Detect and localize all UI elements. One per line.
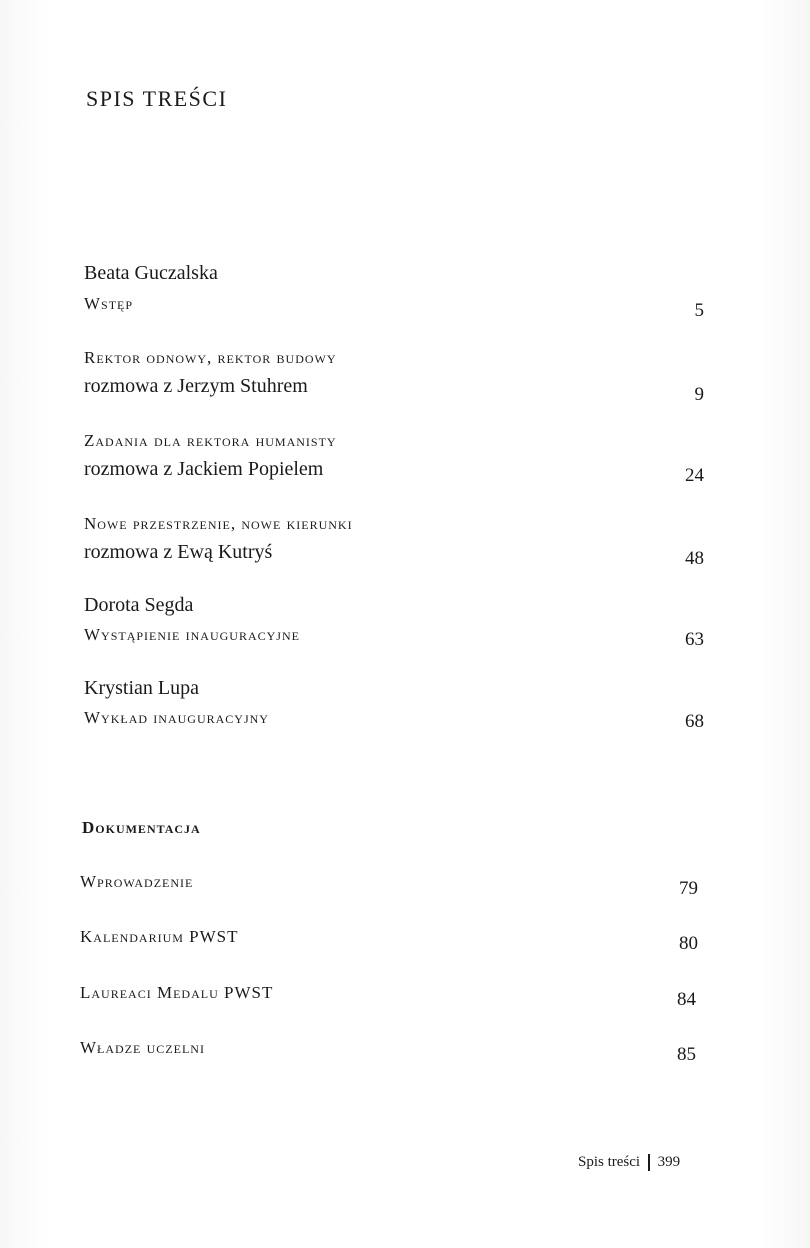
entry-title: Wstęp — [84, 294, 134, 313]
toc-entry — [84, 594, 704, 654]
entry-page-number: 84 — [677, 989, 696, 1010]
entry-page-number: 80 — [679, 933, 698, 954]
toc-entry — [80, 1038, 700, 1072]
entry-subtitle: rozmowa z Jackiem Popielem — [84, 458, 324, 480]
page-title: SPIS TREŚCI — [86, 86, 228, 111]
toc-entry — [80, 927, 700, 961]
entry-page-number: 5 — [694, 300, 704, 321]
entry-page-number: 63 — [685, 629, 704, 650]
toc-entry — [84, 677, 704, 737]
entry-title: Kalendarium PWST — [80, 927, 239, 946]
entry-title: Laureaci Medalu PWST — [80, 983, 274, 1002]
entry-title: Rektor odnowy, rektor budowy — [84, 348, 337, 367]
entry-title: Wystąpienie inauguracyjne — [84, 625, 300, 644]
folio-page-number: 399 — [657, 1154, 681, 1170]
page-footer — [578, 1154, 680, 1171]
toc-entry — [84, 431, 704, 491]
toc-entry — [84, 514, 704, 574]
section-heading-documentation: Dokumentacja — [82, 818, 201, 837]
footer-separator — [648, 1154, 650, 1171]
entry-page-number: 24 — [685, 465, 704, 486]
entry-title: Zadania dla rektora humanisty — [84, 431, 337, 450]
entry-author: Krystian Lupa — [84, 677, 199, 699]
entry-page-number: 9 — [694, 384, 704, 405]
entry-subtitle: rozmowa z Ewą Kutryś — [84, 541, 273, 563]
toc-entry — [84, 262, 704, 322]
entry-page-number: 48 — [685, 548, 704, 569]
running-head: Spis treści — [578, 1154, 641, 1170]
entry-author: Beata Guczalska — [84, 262, 218, 284]
entry-title: Nowe przestrzenie, nowe kierunki — [84, 514, 353, 533]
entry-page-number: 68 — [685, 711, 704, 732]
entry-page-number: 85 — [677, 1044, 696, 1065]
entry-title: Wykład inauguracyjny — [84, 708, 269, 727]
toc-entry — [80, 872, 700, 906]
toc-entry — [80, 983, 700, 1017]
entry-page-number: 79 — [679, 878, 698, 899]
entry-author: Dorota Segda — [84, 594, 194, 616]
entry-subtitle: rozmowa z Jerzym Stuhrem — [84, 375, 308, 397]
entry-title: Władze uczelni — [80, 1038, 205, 1057]
toc-entry — [84, 348, 704, 408]
entry-title: Wprowadzenie — [80, 872, 194, 891]
